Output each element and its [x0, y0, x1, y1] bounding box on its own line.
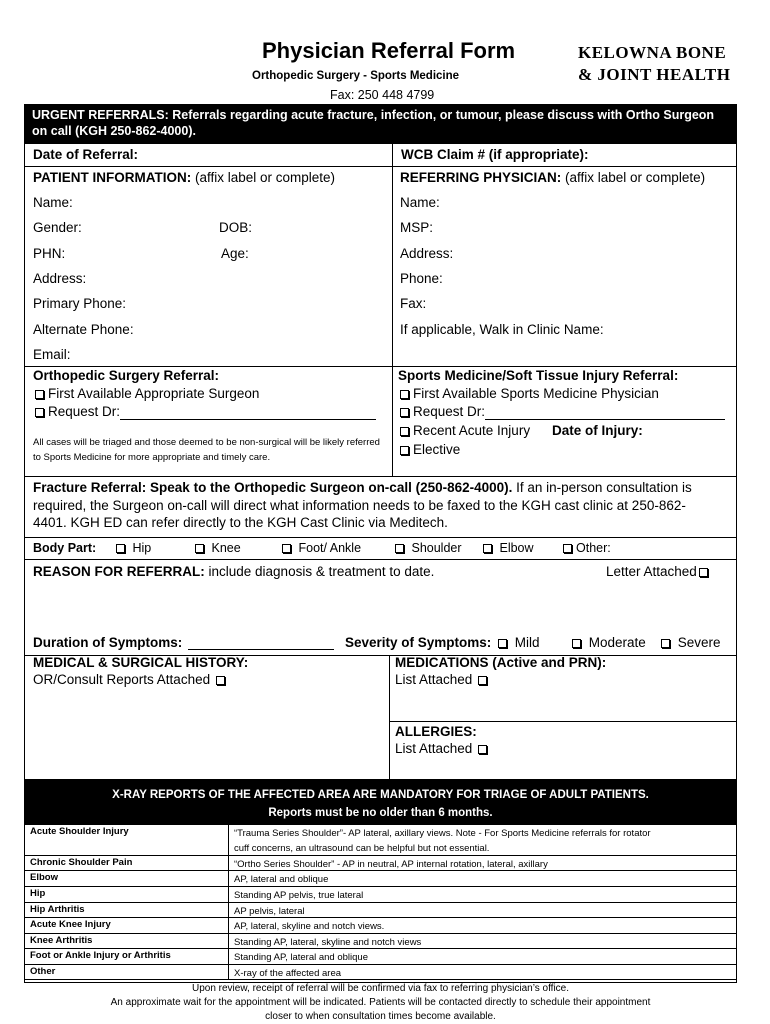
xray-views-cell — [234, 826, 734, 856]
checkbox-icon[interactable] — [400, 390, 409, 399]
severity-mild[interactable] — [496, 635, 540, 650]
wcb-claim-label: WCB Claim # (if appropriate): — [401, 147, 589, 162]
allergies-heading: ALLERGIES: — [395, 724, 477, 739]
table-row — [24, 887, 737, 903]
patient-alternate-phone-label: Alternate Phone: — [33, 322, 134, 337]
letter-attached-label: Letter Attached — [606, 564, 697, 579]
xray-views-cell — [234, 919, 734, 934]
clinic-logo — [578, 42, 731, 86]
xray-injury-cell: Hip Arthritis — [30, 904, 85, 915]
physician-walk-in-label: If applicable, Walk in Clinic Name: — [400, 322, 604, 337]
checkbox-icon[interactable] — [478, 676, 487, 685]
body-part-elbow-label: Elbow — [499, 541, 534, 555]
table-row — [24, 825, 737, 856]
table-row — [24, 934, 737, 949]
xray-views-text: Standing AP pelvis, true lateral — [234, 890, 364, 901]
fax-number: Fax: 250 448 4799 — [330, 88, 435, 102]
sports-request-dr-label: Request Dr: — [413, 404, 486, 419]
checkbox-icon[interactable] — [498, 639, 507, 648]
xray-views-text-2: cuff concerns, an ultrasound can be helpful but not essential. — [234, 843, 490, 854]
reason-note: include diagnosis & treatment to date. — [204, 564, 435, 579]
patient-info-heading — [33, 170, 335, 185]
physician-info-heading — [400, 170, 705, 185]
allergies-attached-option[interactable] — [395, 741, 491, 756]
xray-views-text: X-ray of the affected area — [234, 968, 342, 979]
xray-injury-cell: Chronic Shoulder Pain — [30, 857, 133, 868]
body-part-shoulder[interactable] — [393, 541, 462, 555]
reason-title: REASON FOR REFERRAL: — [33, 564, 205, 579]
xray-injury-cell: Elbow — [30, 872, 58, 883]
patient-age-label: Age: — [221, 246, 249, 261]
checkbox-icon[interactable] — [395, 544, 404, 553]
history-heading: MEDICAL & SURGICAL HISTORY: — [33, 655, 249, 670]
body-part-knee[interactable] — [193, 541, 241, 555]
checkbox-icon[interactable] — [400, 446, 409, 455]
checkbox-icon[interactable] — [483, 544, 492, 553]
checkbox-icon[interactable] — [195, 544, 204, 553]
date-of-referral-label: Date of Referral: — [33, 147, 139, 162]
checkbox-icon[interactable] — [35, 408, 44, 417]
patient-primary-phone-label: Primary Phone: — [33, 296, 127, 311]
ortho-triage-note: All cases will be triaged and those deemed to be non-surgical will be likely referred to Sports Medicine for more appropriate and timely care. — [33, 437, 380, 463]
xray-injury-cell: Knee Arthritis — [30, 935, 93, 946]
xray-injury-cell: Acute Knee Injury — [30, 919, 111, 930]
patient-info-title: PATIENT INFORMATION: — [33, 170, 192, 185]
sports-referral-heading: Sports Medicine/Soft Tissue Injury Referral: — [398, 368, 679, 383]
xray-views-cell — [234, 857, 734, 872]
xray-views-cell — [234, 888, 734, 903]
footer-line-2: An approximate wait for the appointment will be indicated. Patients will be contacted directly to schedule their appointment — [110, 997, 651, 1008]
medications-heading: MEDICATIONS (Active and PRN): — [395, 655, 607, 670]
sports-first-available-label: First Available Sports Medicine Physician — [413, 386, 659, 401]
fracture-referral-line3: 4401. KGH ED can refer directly to the KGH Cast Clinic via Meditech. — [33, 515, 448, 530]
checkbox-icon[interactable] — [699, 568, 708, 577]
fracture-referral-line2: required, the Surgeon on-call will direct what information needs to be faxed to the KGH cast clinic at 250-862- — [33, 497, 686, 513]
xray-views-text: “Ortho Series Shoulder” - AP in neutral, AP internal rotation, lateral, axillary — [234, 859, 548, 870]
body-part-knee-label: Knee — [211, 541, 241, 555]
date-of-injury-label: Date of Injury: — [552, 423, 643, 438]
physician-address-label: Address: — [400, 246, 454, 261]
body-part-elbow[interactable] — [481, 541, 534, 555]
checkbox-icon[interactable] — [563, 544, 572, 553]
xray-banner — [24, 779, 737, 825]
xray-views-cell — [234, 950, 734, 965]
logo-line-1: KELOWNA BONE — [578, 43, 727, 62]
physician-fax-label: Fax: — [400, 296, 427, 311]
physician-info-note: (affix label or complete) — [561, 170, 706, 185]
duration-label: Duration of Symptoms: — [33, 635, 183, 650]
checkbox-icon[interactable] — [572, 639, 581, 648]
medications-attached-option[interactable] — [395, 672, 491, 687]
checkbox-icon[interactable] — [116, 544, 125, 553]
body-part-hip-label: Hip — [132, 541, 152, 555]
physician-info-title: REFERRING PHYSICIAN: — [400, 170, 562, 185]
patient-email-label: Email: — [33, 347, 71, 362]
patient-gender-label: Gender: — [33, 220, 82, 235]
xray-views-text: “Trauma Series Shoulder”- AP lateral, axillary views. Note - For Sports Medicine referrals for rotator — [234, 828, 651, 839]
allergies-attached-label: List Attached — [395, 741, 473, 756]
sports-recent-acute-label: Recent Acute Injury — [413, 423, 531, 438]
ortho-request-dr-field[interactable] — [120, 404, 376, 420]
ortho-request-dr-option[interactable] — [33, 404, 376, 420]
urgent-banner: URGENT REFERRALS: Referrals regarding acute fracture, infection, or tumour, please discuss with Ortho Surgeon on call (KGH 250-862-4000). — [24, 104, 737, 144]
fracture-referral-rest: If an in-person consultation is — [512, 480, 692, 495]
ortho-first-available-option[interactable] — [33, 386, 259, 401]
xray-views-text: Standing AP, lateral and oblique — [234, 952, 368, 963]
body-part-other[interactable] — [561, 541, 611, 555]
physician-name-label: Name: — [400, 195, 440, 210]
reason-field[interactable] — [30, 584, 730, 630]
xray-injury-cell: Hip — [30, 888, 46, 899]
patient-address-label: Address: — [33, 271, 87, 286]
table-row — [24, 903, 737, 918]
xray-views-text: AP, lateral, skyline and notch views. — [234, 921, 385, 932]
checkbox-icon[interactable] — [400, 427, 409, 436]
xray-views-cell — [234, 904, 734, 919]
checkbox-icon[interactable] — [661, 639, 670, 648]
checkbox-icon[interactable] — [216, 676, 225, 685]
body-part-foot-ankle-label: Foot/ Ankle — [298, 541, 362, 555]
xray-views-cell — [234, 872, 734, 887]
table-row — [24, 918, 737, 934]
logo-line-2: & JOINT HEALTH — [578, 65, 731, 84]
xray-injury-cell: Other — [30, 966, 56, 977]
xray-injury-cell: Foot or Ankle Injury or Arthritis — [30, 950, 171, 961]
form-subtitle: Orthopedic Surgery - Sports Medicine — [252, 70, 460, 82]
severity-moderate[interactable] — [570, 635, 646, 650]
ortho-first-available-label: First Available Appropriate Surgeon — [48, 386, 260, 401]
patient-info-note: (affix label or complete) — [191, 170, 336, 185]
letter-attached-option[interactable] — [606, 564, 712, 579]
severity-severe-label: Severe — [677, 635, 721, 650]
sports-elective-option[interactable] — [398, 442, 460, 457]
duration-field[interactable] — [188, 635, 334, 650]
ortho-request-dr-label: Request Dr: — [48, 404, 121, 419]
reason-heading — [33, 564, 434, 579]
checkbox-icon[interactable] — [400, 408, 409, 417]
xray-views-cell — [234, 935, 734, 950]
xray-views-text: AP, lateral and oblique — [234, 874, 329, 885]
xray-banner-line1: X-RAY REPORTS OF THE AFFECTED AREA ARE MANDATORY FOR TRIAGE OF ADULT PATIENTS. — [112, 789, 649, 801]
history-attached-label: OR/Consult Reports Attached — [33, 672, 211, 687]
checkbox-icon[interactable] — [478, 745, 487, 754]
table-row — [24, 965, 737, 980]
sports-first-available-option[interactable] — [398, 386, 659, 401]
fracture-referral-bold: Fracture Referral: Speak to the Orthopedic Surgeon on-call (250-862-4000). — [33, 480, 513, 495]
patient-name-label: Name: — [33, 195, 73, 210]
severity-label: Severity of Symptoms: — [345, 635, 492, 650]
patient-dob-label: DOB: — [219, 220, 253, 235]
table-row — [24, 949, 737, 965]
xray-table-divider — [228, 825, 229, 980]
sports-recent-acute-option[interactable] — [398, 423, 530, 438]
table-row — [24, 856, 737, 871]
history-attached-option[interactable] — [33, 672, 229, 687]
checkbox-icon[interactable] — [35, 390, 44, 399]
wcb-claim-field[interactable] — [600, 146, 730, 164]
fracture-referral-text — [33, 479, 733, 532]
ortho-referral-heading: Orthopedic Surgery Referral: — [33, 368, 220, 383]
sports-request-dr-option[interactable] — [398, 404, 725, 420]
xray-views-text: AP pelvis, lateral — [234, 906, 305, 917]
date-of-referral-field[interactable] — [160, 146, 388, 164]
physician-phone-label: Phone: — [400, 271, 443, 286]
sports-request-dr-field[interactable] — [485, 404, 725, 420]
body-part-foot-ankle[interactable] — [280, 541, 361, 555]
form-title: Physician Referral Form — [262, 38, 516, 63]
severity-severe[interactable] — [659, 635, 721, 650]
sports-elective-label: Elective — [413, 442, 461, 457]
body-part-shoulder-label: Shoulder — [411, 541, 462, 555]
body-part-label: Body Part: — [33, 541, 97, 555]
patient-phn-label: PHN: — [33, 246, 66, 261]
footer-line-3: closer to when consultation times become available. — [265, 1011, 496, 1022]
medications-attached-label: List Attached — [395, 672, 473, 687]
physician-msp-label: MSP: — [400, 220, 434, 235]
severity-moderate-label: Moderate — [588, 635, 646, 650]
xray-injury-cell: Acute Shoulder Injury — [30, 826, 129, 837]
footer-line-1: Upon review, receipt of referral will be confirmed via fax to referring physician’s office. — [191, 983, 570, 994]
xray-views-cell — [234, 966, 734, 981]
xray-banner-line2: Reports must be no older than 6 months. — [268, 807, 493, 819]
body-part-other-label: Other: — [576, 541, 611, 555]
severity-mild-label: Mild — [514, 635, 540, 650]
xray-table — [24, 825, 737, 980]
table-row — [24, 871, 737, 887]
body-part-hip[interactable] — [114, 541, 151, 555]
checkbox-icon[interactable] — [282, 544, 291, 553]
xray-views-text: Standing AP, lateral, skyline and notch views — [234, 937, 422, 948]
